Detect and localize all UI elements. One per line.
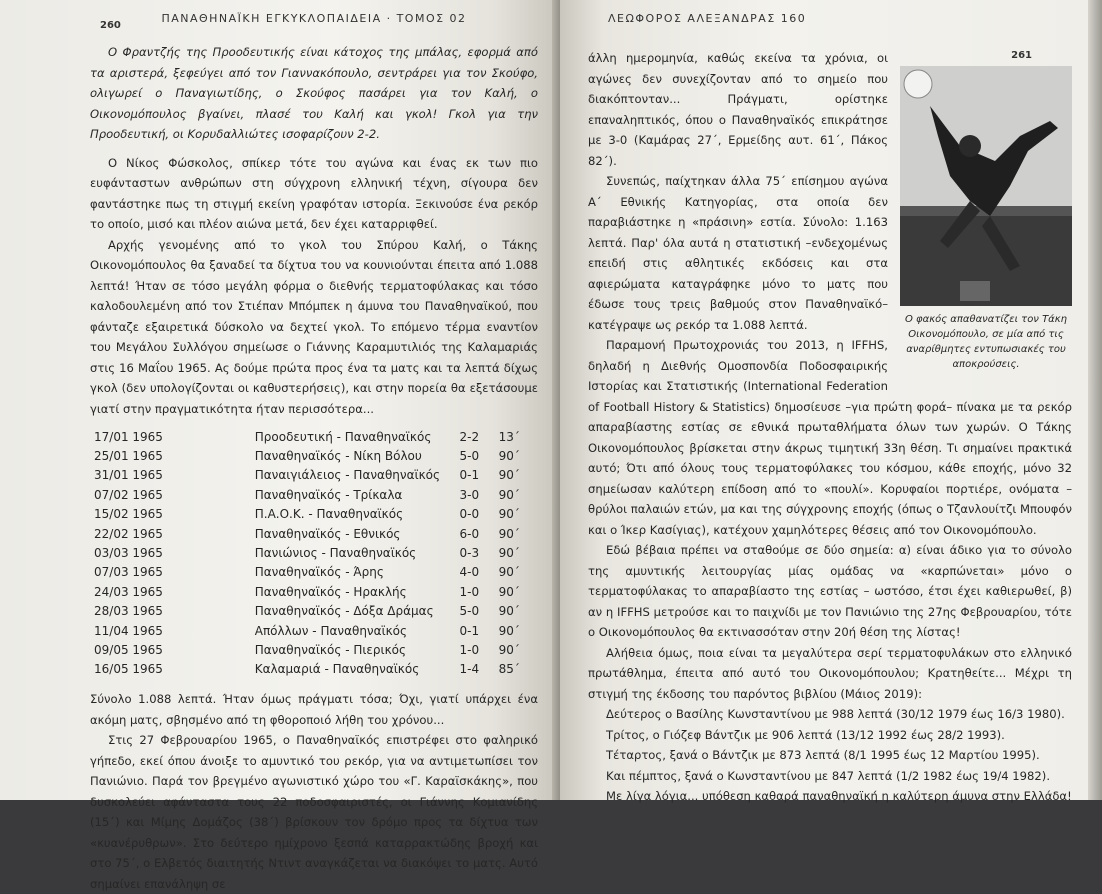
- match-minutes: 90΄: [498, 565, 520, 580]
- left-paragraph-1: Ο Φραντζής της Προοδευτικής είναι κάτοχος της μπάλας, εφορμά από τα αριστερά, ξεφεύγει από τον Γιαννακόπουλο, σεντράρει για τον Σκούφο, ολιγωρεί ο Παναγιωτίδης, ο Σκούφος πασάρει για τον Καλή, ο Οικονομόπουλος βγαίνει, πλασέ του Καλή και γκολ! Γκολ για την Προοδευτική, οι Κορυδαλλιώτες ισοφαρίζουν 2-2.: [90, 45, 538, 141]
- right-paragraph-5: Αλήθεια όμως, ποια είναι τα μεγαλύτερα σερί τερματοφυλάκων στο ελληνικό πρωτάθλημα, έπειτα από αυτό του Οικονομόπουλου; Κρατηθείτε... Μέχρι τη στιγμή της έκδοσης του παρόντος βιβλίου (Μάιος 2019):: [588, 645, 1072, 701]
- match-teams: Παναθηναϊκός - Ηρακλής: [254, 584, 407, 599]
- match-date: 25/01 1965: [94, 449, 163, 464]
- match-score: 1-4: [459, 662, 480, 677]
- match-date: 07/02 1965: [94, 487, 163, 502]
- photo-block: [900, 66, 1072, 372]
- match-teams: Π.Α.Ο.Κ. - Παναθηναϊκός: [254, 507, 404, 522]
- right-page-number: 261: [1011, 50, 1032, 61]
- match-date: 28/03 1965: [94, 604, 163, 619]
- match-date: 07/03 1965: [94, 565, 163, 580]
- left-paragraph-2: Ο Νίκος Φώσκολος, σπίκερ τότε του αγώνα και ένας εκ των πιο ευφάνταστων ανθρώπων στη σύγχρονη ελληνική τέχνη, σίγουρα δεν φαντάστηκε πως τη στιγμή εκείνη γραφόταν ιστορία. Ξεκινούσε ένα ρεκόρ το οποίο, μισό και πλέον αιώνα μετά, δεν έχει καταρριφθεί.: [90, 155, 538, 231]
- table-row: [90, 660, 538, 679]
- left-paragraph-4: Σύνολο 1.088 λεπτά. Ήταν όμως πράγματι τόσα; Όχι, γιατί υπάρχει ένα ακόμη ματς, σβησμένο από τη φθοροποιό λήθη του χρόνου...: [90, 692, 538, 727]
- match-teams: Καλαμαριά - Παναθηναϊκός: [254, 662, 420, 677]
- match-teams: Παναθηναϊκός - Πιερικός: [254, 642, 407, 657]
- goalkeeper-photo: [900, 66, 1072, 306]
- match-minutes: 90΄: [498, 487, 520, 502]
- matches-table: [90, 427, 538, 679]
- right-paragraph-4: Εδώ βέβαια πρέπει να σταθούμε σε δύο σημεία: α) είναι άδικο για το σύνολο της αμυντικής λειτουργίας μίας ομάδας να «καρπώνεται» μόνο ο τερματοφύλακας το απαραβίαστο της εστίας – ωστόσο, έτσι έχει καθιερωθεί, β) αν η IFFHS μετρούσε και το παιχνίδι με τον Πανιώνιο της 27ης Φεβρουαρίου, τότε ο Οικονομόπουλος θα εκτινασσόταν στην 20ή θέση της λίστας!: [588, 543, 1072, 639]
- table-row: [90, 621, 538, 640]
- match-minutes: 90΄: [498, 584, 520, 599]
- match-score: 0-3: [459, 546, 480, 561]
- match-score: 6-0: [459, 526, 480, 541]
- match-minutes: 90΄: [498, 623, 520, 638]
- left-page-number: 260: [100, 20, 121, 31]
- match-teams: Προοδευτική - Παναθηναϊκός: [254, 429, 432, 444]
- match-teams: Πανιώνιος - Παναθηναϊκός: [254, 546, 417, 561]
- right-running-head: ΛΕΩΦΟΡΟΣ ΑΛΕΞΑΝΔΡΑΣ 160: [608, 12, 807, 25]
- match-teams: Παναιγιάλειος - Παναθηναϊκός: [254, 468, 441, 483]
- match-minutes: 85΄: [498, 662, 520, 677]
- right-paragraph-9: Και πέμπτος, ξανά ο Κωνσταντίνου με 847 λεπτά (1/2 1982 έως 19/4 1982).: [606, 768, 1051, 783]
- right-paragraph-3: Παραμονή Πρωτοχρονιάς του 2013, η IFFHS, δηλαδή η Διεθνής Ομοσπονδία Ποδοσφαιρικής Ιστορίας και Στατιστικής (International Federation of Football History & Statistics) δημοσίευσε –για πρώτη φορά– πίνακα με τα ρεκόρ απαραβίαστης εστίας σε εθνικά πρωταθλήματα όλων των χωρών. Ο Τάκης Οικονομόπουλος βρίσκεται στην άκρως τιμητική 33η θέση. Τι σημαίνει πρακτικά αυτό; Ότι από όλους τους τερματοφύλακες του κόσμου, κάθε εποχής, μόνο 32 σημείωσαν καλύτερη επίδοση από το «πουλί». Κορυφαίοι πορτιέρε, ονόματα – θρύλοι παλαιών ετών, μα και της σύγχρονης εποχής (όπως ο Τζανλουίτζι Μπουφόν και ο Ίκερ Κασίγιας), κατέχουν χαμηλότερες θέσεις από τον Οικονομόπουλο.: [588, 338, 1072, 537]
- match-score: 3-0: [459, 487, 480, 502]
- match-score: 0-1: [459, 623, 480, 638]
- table-row: [90, 563, 538, 582]
- right-page: [560, 0, 1102, 803]
- match-score: 0-0: [459, 507, 480, 522]
- match-score: 4-0: [459, 565, 480, 580]
- match-date: 24/03 1965: [94, 584, 163, 599]
- match-score: 1-0: [459, 584, 480, 599]
- right-paragraph-2: Συνεπώς, παίχτηκαν άλλα 75΄ επίσημου αγώνα Α΄ Εθνικής Κατηγορίας, στα οποία δεν παραβιάστηκε η «πράσινη» εστία. Σύνολο: 1.163 λεπτά. Παρ' όλα αυτά η στατιστική –ενδεχομένως επειδή στις αθλητικές εκδόσεις και στα αφιερώματα καταγράφηκε μόνο το ματς που έδωσε τους τρεις βαθμούς στον Παναθηναϊκό– κατέγραψε ως ρεκόρ τα 1.088 λεπτά.: [588, 174, 888, 332]
- match-minutes: 90΄: [498, 604, 520, 619]
- match-minutes: 90΄: [498, 546, 520, 561]
- match-score: 0-1: [459, 468, 480, 483]
- table-row: [90, 505, 538, 524]
- right-paragraph-1: άλλη ημερομηνία, καθώς εκείνα τα χρόνια, οι αγώνες δεν συνεχίζονταν από το σημείο που διακόπτονταν... Πράγματι, ορίστηκε επαναληπτικός, όπου ο Παναθηναϊκός επικράτησε με 3-0 (Καμάρας 27΄, Ερμείδης αυτ. 61΄, Πάκος 82΄).: [588, 51, 888, 168]
- photo-caption: Ο φακός απαθανατίζει τον Τάκη Οικονομόπουλο, σε μία από τις αναρίθμητες εντυπωσιακές του αποκρούσεις.: [904, 314, 1068, 370]
- right-paragraph-6: Δεύτερος ο Βασίλης Κωνσταντίνου με 988 λεπτά (30/12 1979 έως 16/3 1980).: [606, 707, 1065, 721]
- match-score: 5-0: [459, 604, 480, 619]
- goalkeeper-illustration: [900, 66, 1072, 306]
- match-minutes: 90΄: [498, 642, 520, 657]
- table-row: [90, 466, 538, 485]
- match-teams: Παναθηναϊκός - Τρίκαλα: [254, 487, 403, 502]
- left-paragraph-3: Αρχής γενομένης από το γκολ του Σπύρου Καλή, ο Τάκης Οικονομόπουλος θα ξαναδεί τα δίχτυα του να κουνιούνται έπειτα από 1.088 λεπτά! Ήταν σε τόσο μεγάλη φόρμα ο διεθνής τερματοφύλακας και τόσο καλοδουλεμένη από τον Στιέπαν Μπόμπεκ η άμυνα του Παναθηναϊκού, που φάνταζε εξαιρετικά δύσκολο να δεχτεί γκολ. Το επόμενο τέρμα εναντίον του Μεγάλου Συλλόγου σημείωσε ο Γιάννης Καραμυτιλιός της Καλαμαριάς στις 16 Μαΐου 1965. Ας δούμε πρώτα προς ένα τα ματς και τα λεπτά δίχως γκολ (δεν υπολογίζονται οι καθυστερήσεις), και στην πορεία θα εξετάσουμε γιατί στην πραγματικότητα ήταν περισσότερα...: [90, 237, 538, 416]
- table-row: [90, 427, 538, 446]
- table-row: [90, 524, 538, 543]
- page-edge: [1088, 0, 1102, 800]
- match-minutes: 90΄: [498, 526, 520, 541]
- match-date: 09/05 1965: [94, 642, 163, 657]
- match-date: 15/02 1965: [94, 507, 163, 522]
- match-date: 17/01 1965: [94, 429, 163, 444]
- left-paragraph-5: Στις 27 Φεβρουαρίου 1965, ο Παναθηναϊκός επιστρέφει στο φαληρικό γήπεδο, εκεί όπου άνοιξε το αμυντικό του ρεκόρ, για να αντιμετωπίσει τον Πανιώνιο. Παρά τον βρεγμένο αγωνιστικό χώρο του «Γ. Καραϊσκάκης», που δυσκολεύει αφάνταστα τους 22 ποδοσφαιριστές, οι Γιάννης Κομιανίδης (15΄) και Μίμης Δομάζος (38΄) βρίσκουν τον δρόμο προς τα δίχτυα των «κυανέρυθρων». Στο δεύτερο ημίχρονο ξεσπά καταρρακτώδης βροχή και στο 75΄, ο Ελβετός διαιτητής Ντιντ αναγκάζεται να διακόψει το ματς. Αυτό σημαίνει επανάληψη σε: [90, 733, 538, 891]
- table-row: [90, 640, 538, 659]
- match-teams: Παναθηναϊκός - Δόξα Δράμας: [254, 604, 434, 619]
- table-row: [90, 446, 538, 465]
- match-date: 31/01 1965: [94, 468, 163, 483]
- match-score: 2-2: [459, 429, 480, 444]
- table-row: [90, 485, 538, 504]
- right-paragraph-7: Τρίτος, ο Γιόζεφ Βάντζικ με 906 λεπτά (13/12 1992 έως 28/2 1993).: [606, 727, 1005, 742]
- table-row: [90, 602, 538, 621]
- table-row: [90, 582, 538, 601]
- match-teams: Παναθηναϊκός - Άρης: [254, 565, 384, 580]
- right-paragraph-8: Τέταρτος, ξανά ο Βάντζικ με 873 λεπτά (8/1 1995 έως 12 Μαρτίου 1995).: [606, 748, 1040, 762]
- match-minutes: 90΄: [498, 449, 520, 464]
- match-teams: Παναθηναϊκός - Εθνικός: [254, 526, 401, 541]
- match-minutes: 90΄: [498, 507, 520, 522]
- match-date: 11/04 1965: [94, 623, 163, 638]
- match-score: 1-0: [459, 642, 480, 657]
- match-minutes: 13΄: [498, 429, 520, 444]
- match-date: 16/05 1965: [94, 662, 163, 677]
- match-score: 5-0: [459, 449, 480, 464]
- table-row: [90, 543, 538, 562]
- left-running-head: ΠΑΝΑΘΗΝΑΪΚΗ ΕΓΚΥΚΛΟΠΑΙΔΕΙΑ · ΤΟΜΟΣ 02: [161, 12, 467, 25]
- match-teams: Παναθηναϊκός - Νίκη Βόλου: [254, 449, 422, 464]
- match-minutes: 90΄: [498, 468, 520, 483]
- right-paragraph-10: Με λίγα λόγια... υπόθεση καθαρά παναθηναϊκή η καλύτερη άμυνα στην Ελλάδα!: [606, 789, 1072, 803]
- match-teams: Απόλλων - Παναθηναϊκός: [254, 623, 408, 638]
- match-date: 03/03 1965: [94, 546, 163, 561]
- match-date: 22/02 1965: [94, 526, 163, 541]
